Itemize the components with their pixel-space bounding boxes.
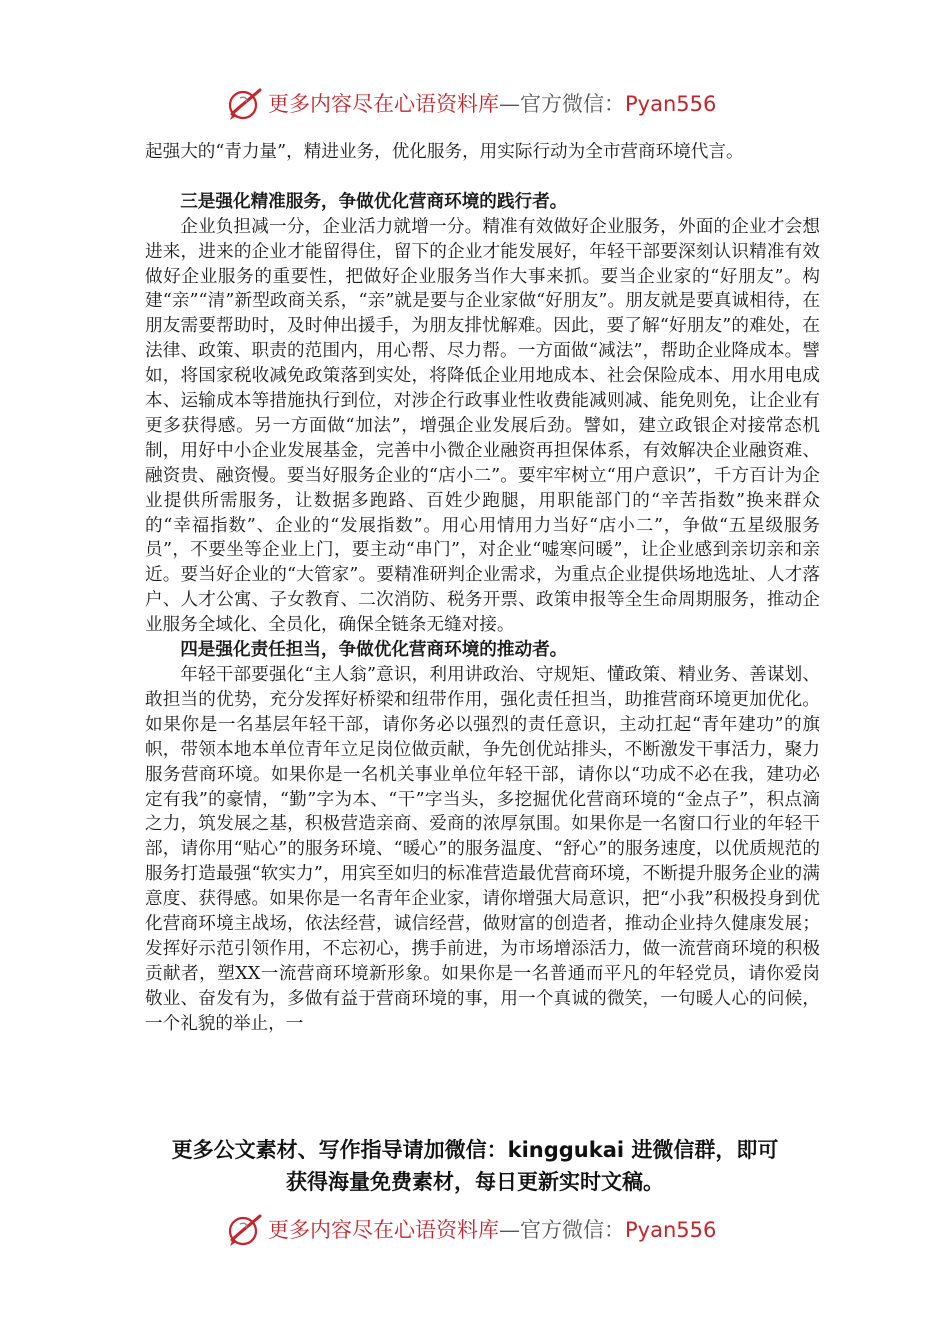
document-body bbox=[145, 140, 820, 1037]
banner-text bbox=[268, 1216, 716, 1244]
pen-logo-icon bbox=[226, 86, 264, 122]
banner-text bbox=[268, 90, 716, 118]
pen-logo-icon bbox=[226, 1212, 264, 1248]
body-paragraph: 年轻干部要强化“主人翁”意识，利用讲政治、守规矩、懂政策、精业务、善谋划、敢担当的优势，充分发挥好桥梁和纽带作用，强化责任担当，助推营商环境更加优化。如果你是一名基层年轻干部，请你务必以强烈的责任意识，主动扛起“青年建功”的旗帜，带领本地本单位青年立足岗位做贡献，争先创优站排头，不断激发干事活力，聚力服务营商环境。如果你是一名机关事业单位年轻干部，请你以“功成不必在我，建功必定有我”的豪情，“勤”字为本、“干”字当头，多挖掘优化营商环境的“金点子”，积点滴之力，筑发展之基，积极营造亲商、爱商的浓厚氛围。如果你是一名窗口行业的年轻干部，请你用“贴心”的服务环境、“暖心”的服务温度、“舒心”的服务速度，以优质规范的服务打造最强“软实力”，用宾至如归的标准营造最优营商环境，不断提升服务企业的满意度、获得感。如果你是一名青年企业家，请你增强大局意识，把“小我”积极投身到优化营商环境主战场，依法经营，诚信经营，做财富的创造者，推动企业持久健康发展；发挥好示范引领作用，不忘初心，携手前进，为市场增添活力，做一流营商环境的积极贡献者，塑XX一流营商环境新形象。如果你是一名普通而平凡的年轻党员，请你爱岗敬业、奋发有为，多做有益于营商环境的事，用一个真诚的微笑，一句暖人心的问候，一个礼貌的举止，一 bbox=[145, 665, 820, 1034]
promo-line: 更多公文素材、写作指导请加微信：kinggukai 进微信群，即可 bbox=[171, 1138, 779, 1162]
banner-sub-text: —官方微信： bbox=[499, 1218, 625, 1242]
header-banner bbox=[0, 82, 950, 126]
body-paragraph: 起强大的“青力量”，精进业务，优化服务，用实际行动为全市营商环境代言。 bbox=[145, 142, 744, 162]
banner-account: Pyan556 bbox=[625, 1218, 717, 1242]
section-heading: 三是强化精准服务，争做优化营商环境的践行者。 bbox=[180, 190, 568, 212]
section-heading: 四是强化责任担当，争做优化营商环境的推动者。 bbox=[180, 639, 568, 661]
banner-main-text: 更多内容尽在心语资料库 bbox=[268, 1218, 499, 1242]
banner-sub-text: —官方微信： bbox=[499, 92, 625, 116]
banner-account: Pyan556 bbox=[625, 92, 717, 116]
promo-line: 获得海量免费素材，每日更新实时文稿。 bbox=[286, 1170, 664, 1194]
banner-main-text: 更多内容尽在心语资料库 bbox=[268, 92, 499, 116]
footer-banner bbox=[0, 1208, 950, 1252]
promo-notice bbox=[120, 1134, 830, 1198]
body-paragraph: 企业负担减一分，企业活力就增一分。精准有效做好企业服务，外面的企业才会想进来，进来的企业才能留得住，留下的企业才能发展好，年轻干部要深刻认识精准有效做好企业服务的重要性，把做好企业服务当作大事来抓。要当企业家的“好朋友”。构建“亲”“清”新型政商关系，“亲”就是要与企业家做“好朋友”。朋友就是要真诚相待，在朋友需要帮助时，及时伸出援手，为朋友排忧解难。因此，要了解“好朋友”的难处，在法律、政策、职责的范围内，用心帮、尽力帮。一方面做“减法”，帮助企业降成本。譬如，将国家税收减免政策落到实处，将降低企业用地成本、社会保险成本、用水用电成本、运输成本等措施执行到位，对涉企行政事业性收费能减则减、能免则免，让企业有更多获得感。另一方面做“加法”，增强企业发展后劲。譬如，建立政银企对接常态机制，用好中小企业发展基金，完善中小微企业融资再担保体系，有效解决企业融资难、融资贵、融资慢。要当好服务企业的“店小二”。要牢牢树立“用户意识”，千方百计为企业提供所需服务，让数据多跑路、百姓少跑腿，用职能部门的“辛苦指数”换来群众的“幸福指数”、企业的“发展指数”。用心用情用力当好“店小二”，争做“五星级服务员”，不要坐等企业上门，要主动“串门”，对企业“嘘寒问暖”，让企业感到亲切亲和亲近。要当好企业的“大管家”。要精准研判企业需求，为重点企业提供场地选址、人才落户、人才公寓、子女教育、二次消防、税务开票、政策申报等全生命周期服务，推动企业服务全域化、全员化，确保全链条无缝对接。 bbox=[145, 216, 820, 636]
